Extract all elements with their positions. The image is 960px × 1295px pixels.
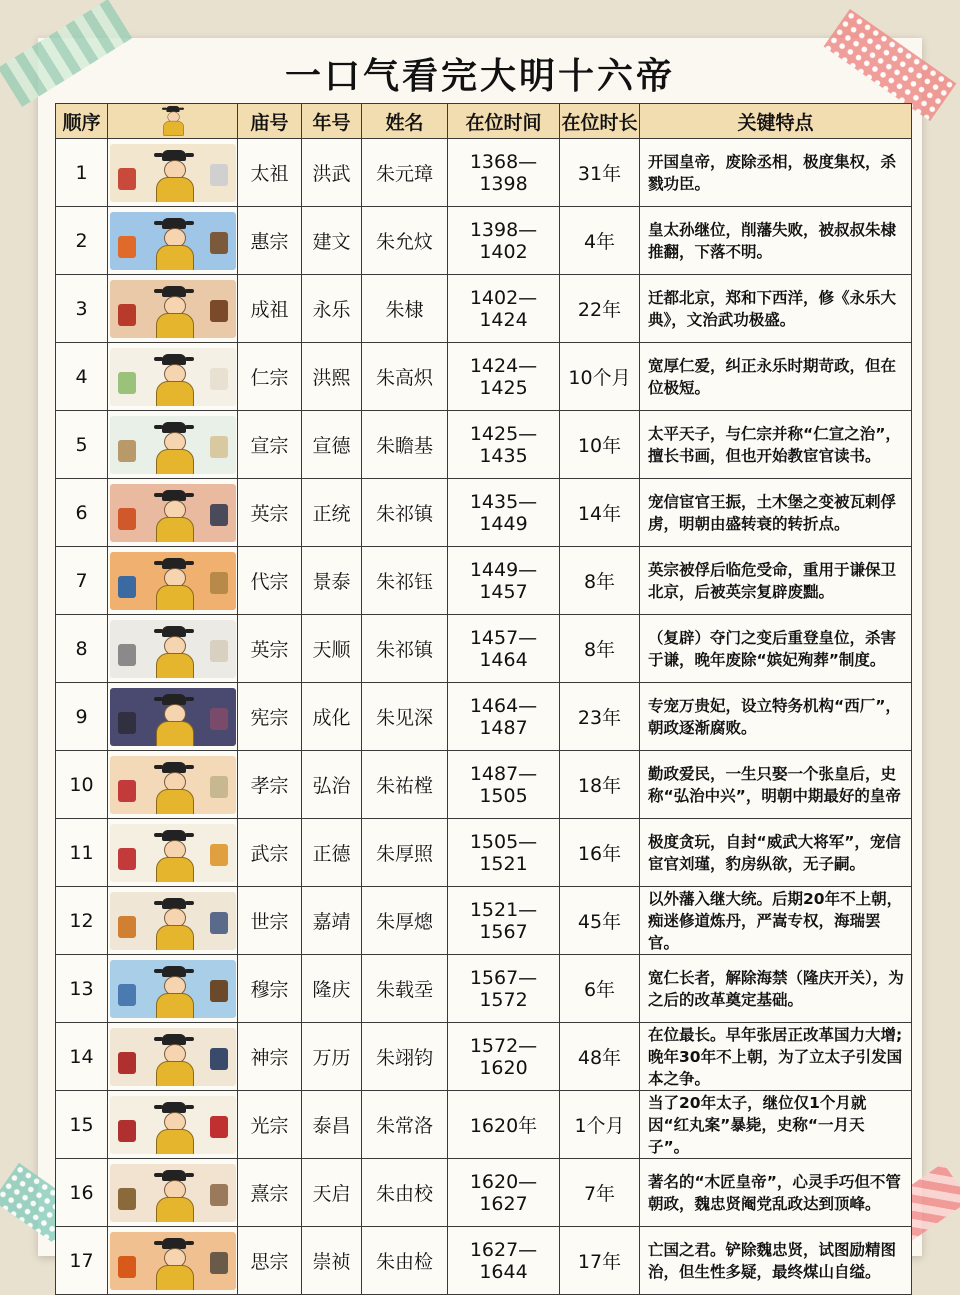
emperor-figure-icon <box>156 1034 192 1086</box>
table-row <box>56 479 912 547</box>
cell-key-features: 宽厚仁爱，纠正永乐时期苛政，但在位极短。 <box>640 343 912 411</box>
cell-portrait <box>108 275 238 343</box>
cell-key-features: 开国皇帝，废除丞相，极度集权，杀戮功臣。 <box>640 139 912 207</box>
cell-era-name: 成化 <box>302 683 362 751</box>
emperor-figure-icon <box>156 898 192 950</box>
cell-reign-period: 1402—1424 <box>448 275 560 343</box>
cell-order: 3 <box>56 275 108 343</box>
cell-reign-length: 6年 <box>560 955 640 1023</box>
cell-order: 14 <box>56 1023 108 1091</box>
table-row <box>56 955 912 1023</box>
cell-name: 朱祁钰 <box>362 547 448 615</box>
cell-name: 朱高炽 <box>362 343 448 411</box>
header-portrait <box>108 104 238 139</box>
cell-order: 6 <box>56 479 108 547</box>
cell-reign-length: 8年 <box>560 615 640 683</box>
cell-era-name: 建文 <box>302 207 362 275</box>
emperors-table <box>55 103 912 1295</box>
cell-key-features: 宽仁长者，解除海禁（隆庆开关），为之后的改革奠定基础。 <box>640 955 912 1023</box>
cell-era-name: 嘉靖 <box>302 887 362 955</box>
header-key-features: 关键特点 <box>640 104 912 139</box>
cell-portrait <box>108 1023 238 1091</box>
emperor-figure-icon <box>156 150 192 202</box>
cell-reign-length: 14年 <box>560 479 640 547</box>
emperor-figure-icon <box>156 218 192 270</box>
cell-key-features: 著名的“木匠皇帝”，心灵手巧但不管朝政，魏忠贤阉党乱政达到顶峰。 <box>640 1159 912 1227</box>
cell-temple-name: 孝宗 <box>238 751 302 819</box>
cell-era-name: 宣德 <box>302 411 362 479</box>
cell-portrait <box>108 411 238 479</box>
cell-temple-name: 光宗 <box>238 1091 302 1159</box>
cell-name: 朱翊钧 <box>362 1023 448 1091</box>
cell-reign-length: 31年 <box>560 139 640 207</box>
emperor-illustration <box>110 756 236 814</box>
header-temple-name: 庙号 <box>238 104 302 139</box>
cell-key-features: 极度贪玩，自封“威武大将军”，宠信宦官刘瑾，豹房纵欲，无子嗣。 <box>640 819 912 887</box>
table-header-row <box>56 104 912 139</box>
table-row <box>56 615 912 683</box>
cell-era-name: 弘治 <box>302 751 362 819</box>
cell-temple-name: 思宗 <box>238 1227 302 1295</box>
cell-reign-period: 1572—1620 <box>448 1023 560 1091</box>
cell-key-features: 太平天子，与仁宗并称“仁宣之治”，擅长书画，但也开始教宦官读书。 <box>640 411 912 479</box>
cell-name: 朱由检 <box>362 1227 448 1295</box>
table-row <box>56 1091 912 1159</box>
cell-order: 12 <box>56 887 108 955</box>
cell-temple-name: 太祖 <box>238 139 302 207</box>
emperor-illustration <box>110 892 236 950</box>
cell-order: 7 <box>56 547 108 615</box>
cell-portrait <box>108 887 238 955</box>
cell-key-features: 宠信宦官王振，土木堡之变被瓦剌俘虏，明朝由盛转衰的转折点。 <box>640 479 912 547</box>
cell-name: 朱棣 <box>362 275 448 343</box>
cell-order: 5 <box>56 411 108 479</box>
emperor-illustration <box>110 1164 236 1222</box>
cell-reign-period: 1435—1449 <box>448 479 560 547</box>
table-row <box>56 343 912 411</box>
cell-era-name: 天启 <box>302 1159 362 1227</box>
cell-temple-name: 惠宗 <box>238 207 302 275</box>
cell-name: 朱常洛 <box>362 1091 448 1159</box>
table-row <box>56 275 912 343</box>
emperor-illustration <box>110 484 236 542</box>
cell-portrait <box>108 547 238 615</box>
cell-reign-length: 16年 <box>560 819 640 887</box>
emperor-figure-icon <box>156 762 192 814</box>
header-era-name: 年号 <box>302 104 362 139</box>
cell-order: 16 <box>56 1159 108 1227</box>
table-row <box>56 207 912 275</box>
cell-key-features: 在位最长。早年张居正改革国力大增;晚年30年不上朝，为了立太子引发国本之争。 <box>640 1023 912 1091</box>
cell-reign-period: 1368—1398 <box>448 139 560 207</box>
cell-era-name: 隆庆 <box>302 955 362 1023</box>
cell-reign-period: 1398—1402 <box>448 207 560 275</box>
cell-reign-period: 1620年 <box>448 1091 560 1159</box>
cell-name: 朱厚熜 <box>362 887 448 955</box>
cell-temple-name: 宪宗 <box>238 683 302 751</box>
cell-order: 10 <box>56 751 108 819</box>
cell-reign-period: 1521—1567 <box>448 887 560 955</box>
emperor-figure-icon <box>156 1102 192 1154</box>
cell-reign-length: 8年 <box>560 547 640 615</box>
cell-key-features: 亡国之君。铲除魏忠贤，试图励精图治，但生性多疑，最终煤山自缢。 <box>640 1227 912 1295</box>
emperor-illustration <box>110 280 236 338</box>
cell-portrait <box>108 1091 238 1159</box>
table-row <box>56 1227 912 1295</box>
cell-reign-length: 45年 <box>560 887 640 955</box>
cell-portrait <box>108 1159 238 1227</box>
cell-order: 11 <box>56 819 108 887</box>
cell-temple-name: 英宗 <box>238 615 302 683</box>
emperor-illustration <box>110 688 236 746</box>
cell-portrait <box>108 1227 238 1295</box>
cell-reign-length: 17年 <box>560 1227 640 1295</box>
cell-portrait <box>108 343 238 411</box>
cell-reign-length: 10个月 <box>560 343 640 411</box>
cell-era-name: 正德 <box>302 819 362 887</box>
emperor-illustration <box>110 416 236 474</box>
emperor-figure-icon <box>156 626 192 678</box>
cell-order: 4 <box>56 343 108 411</box>
cell-key-features: 当了20年太子，继位仅1个月就因“红丸案”暴毙，史称“一月天子”。 <box>640 1091 912 1159</box>
cell-temple-name: 仁宗 <box>238 343 302 411</box>
cell-reign-period: 1457—1464 <box>448 615 560 683</box>
cell-reign-period: 1627—1644 <box>448 1227 560 1295</box>
cell-temple-name: 穆宗 <box>238 955 302 1023</box>
cell-name: 朱见深 <box>362 683 448 751</box>
cell-reign-period: 1620—1627 <box>448 1159 560 1227</box>
cell-temple-name: 武宗 <box>238 819 302 887</box>
header-reign-period: 在位时间 <box>448 104 560 139</box>
table-row <box>56 547 912 615</box>
cell-era-name: 崇祯 <box>302 1227 362 1295</box>
table-row <box>56 411 912 479</box>
cell-era-name: 永乐 <box>302 275 362 343</box>
emperor-illustration <box>110 1232 236 1290</box>
table-row <box>56 1159 912 1227</box>
cell-era-name: 洪熙 <box>302 343 362 411</box>
cell-key-features: 迁都北京，郑和下西洋，修《永乐大典》，文治武功极盛。 <box>640 275 912 343</box>
emperor-portrait-icon <box>163 106 183 135</box>
emperor-figure-icon <box>156 558 192 610</box>
cell-era-name: 万历 <box>302 1023 362 1091</box>
cell-reign-length: 4年 <box>560 207 640 275</box>
emperor-figure-icon <box>156 1238 192 1290</box>
table-row <box>56 1023 912 1091</box>
cell-reign-period: 1567—1572 <box>448 955 560 1023</box>
cell-key-features: 勤政爱民，一生只娶一个张皇后，史称“弘治中兴”，明朝中期最好的皇帝 <box>640 751 912 819</box>
cell-portrait <box>108 955 238 1023</box>
cell-portrait <box>108 683 238 751</box>
cell-temple-name: 英宗 <box>238 479 302 547</box>
header-name: 姓名 <box>362 104 448 139</box>
emperor-figure-icon <box>156 286 192 338</box>
cell-key-features: 皇太孙继位，削藩失败，被叔叔朱棣推翻，下落不明。 <box>640 207 912 275</box>
cell-temple-name: 宣宗 <box>238 411 302 479</box>
cell-key-features: （复辟）夺门之变后重登皇位，杀害于谦，晚年废除“嫔妃殉葬”制度。 <box>640 615 912 683</box>
cell-temple-name: 熹宗 <box>238 1159 302 1227</box>
cell-reign-length: 7年 <box>560 1159 640 1227</box>
table-row <box>56 683 912 751</box>
cell-name: 朱祐樘 <box>362 751 448 819</box>
cell-era-name: 泰昌 <box>302 1091 362 1159</box>
emperor-illustration <box>110 552 236 610</box>
cell-era-name: 洪武 <box>302 139 362 207</box>
emperor-illustration <box>110 144 236 202</box>
cell-key-features: 以外藩入继大统。后期20年不上朝，痴迷修道炼丹，严嵩专权，海瑞罢官。 <box>640 887 912 955</box>
emperor-figure-icon <box>156 354 192 406</box>
cell-name: 朱载坖 <box>362 955 448 1023</box>
cell-portrait <box>108 819 238 887</box>
cell-portrait <box>108 139 238 207</box>
emperor-illustration <box>110 348 236 406</box>
table-row <box>56 887 912 955</box>
emperor-illustration <box>110 824 236 882</box>
table-row <box>56 751 912 819</box>
cell-era-name: 景泰 <box>302 547 362 615</box>
emperor-figure-icon <box>156 1170 192 1222</box>
emperor-figure-icon <box>156 830 192 882</box>
cell-order: 1 <box>56 139 108 207</box>
cell-reign-period: 1505—1521 <box>448 819 560 887</box>
cell-name: 朱厚照 <box>362 819 448 887</box>
cell-era-name: 天顺 <box>302 615 362 683</box>
cell-name: 朱由校 <box>362 1159 448 1227</box>
page-title: 一口气看完大明十六帝 <box>284 56 675 97</box>
cell-reign-period: 1487—1505 <box>448 751 560 819</box>
cell-name: 朱祁镇 <box>362 479 448 547</box>
cell-order: 17 <box>56 1227 108 1295</box>
cell-order: 9 <box>56 683 108 751</box>
cell-name: 朱祁镇 <box>362 615 448 683</box>
cell-temple-name: 代宗 <box>238 547 302 615</box>
table-row <box>56 139 912 207</box>
cell-reign-period: 1449—1457 <box>448 547 560 615</box>
cell-key-features: 专宠万贵妃，设立特务机构“西厂”，朝政逐渐腐败。 <box>640 683 912 751</box>
cell-portrait <box>108 615 238 683</box>
emperor-illustration <box>110 620 236 678</box>
cell-reign-length: 48年 <box>560 1023 640 1091</box>
emperor-figure-icon <box>156 490 192 542</box>
emperor-illustration <box>110 212 236 270</box>
emperor-illustration <box>110 960 236 1018</box>
emperor-illustration <box>110 1028 236 1086</box>
cell-temple-name: 神宗 <box>238 1023 302 1091</box>
table-row <box>56 819 912 887</box>
cell-reign-length: 22年 <box>560 275 640 343</box>
emperor-illustration <box>110 1096 236 1154</box>
cell-order: 2 <box>56 207 108 275</box>
emperor-figure-icon <box>156 966 192 1018</box>
cell-name: 朱允炆 <box>362 207 448 275</box>
cell-key-features: 英宗被俘后临危受命，重用于谦保卫北京，后被英宗复辟废黜。 <box>640 547 912 615</box>
cell-temple-name: 世宗 <box>238 887 302 955</box>
cell-reign-length: 18年 <box>560 751 640 819</box>
cell-reign-period: 1424—1425 <box>448 343 560 411</box>
cell-reign-length: 10年 <box>560 411 640 479</box>
cell-order: 13 <box>56 955 108 1023</box>
cell-reign-period: 1464—1487 <box>448 683 560 751</box>
cell-temple-name: 成祖 <box>238 275 302 343</box>
cell-portrait <box>108 479 238 547</box>
emperor-figure-icon <box>156 694 192 746</box>
cell-reign-length: 1个月 <box>560 1091 640 1159</box>
cell-name: 朱瞻基 <box>362 411 448 479</box>
emperor-figure-icon <box>156 422 192 474</box>
header-order: 顺序 <box>56 104 108 139</box>
cell-name: 朱元璋 <box>362 139 448 207</box>
cell-portrait <box>108 207 238 275</box>
cell-order: 15 <box>56 1091 108 1159</box>
cell-order: 8 <box>56 615 108 683</box>
header-reign-length: 在位时长 <box>560 104 640 139</box>
cell-era-name: 正统 <box>302 479 362 547</box>
cell-reign-length: 23年 <box>560 683 640 751</box>
cell-portrait <box>108 751 238 819</box>
cell-reign-period: 1425—1435 <box>448 411 560 479</box>
